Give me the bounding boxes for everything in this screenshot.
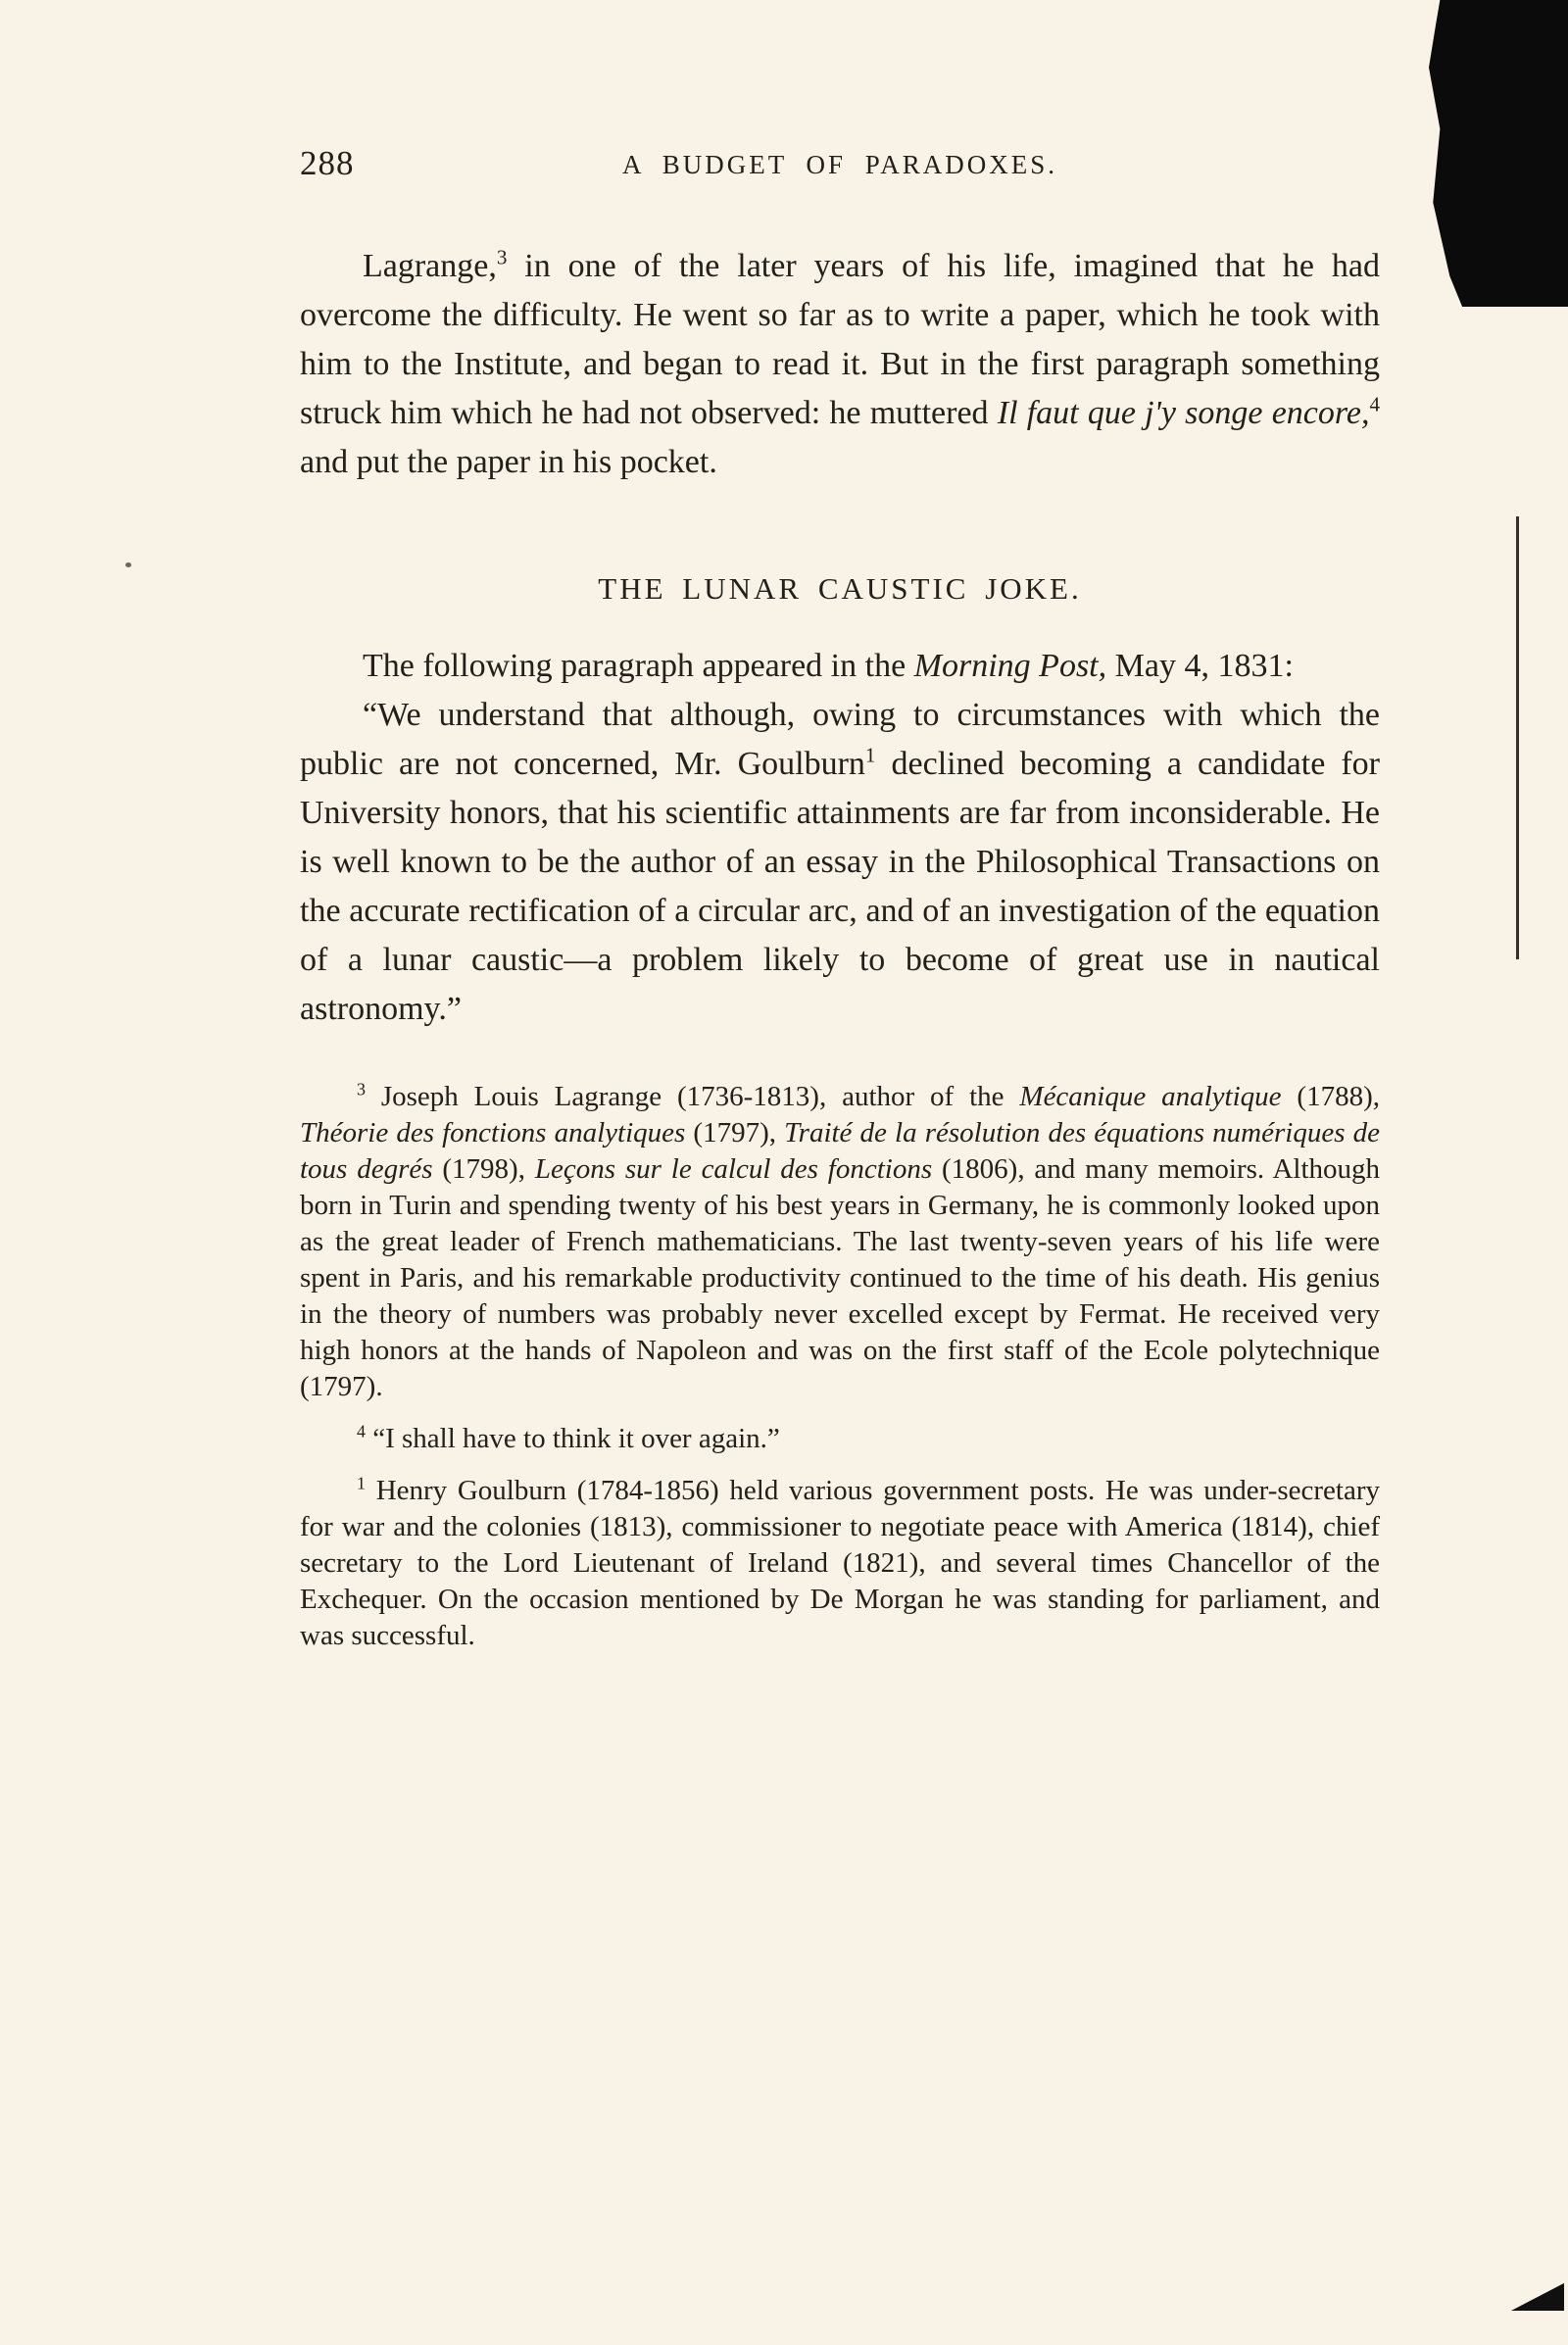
section-heading: THE LUNAR CAUSTIC JOKE. [598, 571, 1082, 606]
running-title: A BUDGET OF PARADOXES. [621, 150, 1058, 179]
page-number: 288 [300, 144, 355, 182]
footnote-block [300, 1079, 1380, 1654]
body-paragraph: The following paragraph appeared in the Morning Post, May 4, 1831: [363, 648, 1294, 684]
scan-artifact-corner-block [1429, 0, 1568, 307]
footnote: $^3$ Joseph Louis Lagrange (1736-1813), author of the Mécanique analytique (1788), Théorie des fonctions analytiques (1797), Traité de la résolution des équations numériques de tous degrés (1798), Leçons sur le calcul des fonctions (1806), and many memoirs. Although born in Turin and spending twenty of his best years in Germany, he is commonly looked upon as the great leader of French mathematicians. The last twenty-seven years of his life were spent in Paris, and his remarkable productivity continued to the time of his death. His genius in the theory of numbers was probably never excelled except by Fermat. He received very high honors at the hands of Napoleon and was on the first staff of the Ecole polytechnique (1797). [300, 1079, 1380, 1402]
page-header [300, 144, 1380, 189]
text-column [300, 144, 1380, 1654]
footnote: $^1$ Henry Goulburn (1784-1856) held various government posts. He was under-secretary for war and the colonies (1813), commissioner to negotiate peace with America (1814), chief secretary to the Lord Lieutenant of Ireland (1821), and several times Chancellor of the Exchequer. On the occasion mentioned by De Morgan he was standing for parliament, and was successful. [300, 1473, 1380, 1651]
scan-artifact-margin-dot [125, 562, 131, 567]
scan-artifact-page-edge-line [1516, 516, 1519, 959]
body-paragraph: “We understand that although, owing to circumstances with which the public are not concerned, Mr. Goulburn$^1$ declined becoming a candidate for University honors, that his scientific attainments are far from inconsiderable. He is well known to be the author of an essay in the Philosophical Transactions on the accurate rectification of a circular arc, and of an investigation of the equation of a lunar caustic—a problem likely to become of great use in nautical astronomy.” [300, 697, 1380, 1027]
footnote: $^4$ “I shall have to think it over again.” [357, 1421, 780, 1454]
scan-artifact-bottom-wedge [1511, 2279, 1564, 2311]
body-paragraph: Lagrange,$^3$ in one of the later years of his life, imagined that he had overcome the difficulty. He went so far as to write a paper, which he took with him to the Institute, and began to read it. But in the first paragraph something struck him which he had not observed: he muttered Il faut que j'y songe encore,$^4$ and put the paper in his pocket. [300, 245, 1380, 480]
